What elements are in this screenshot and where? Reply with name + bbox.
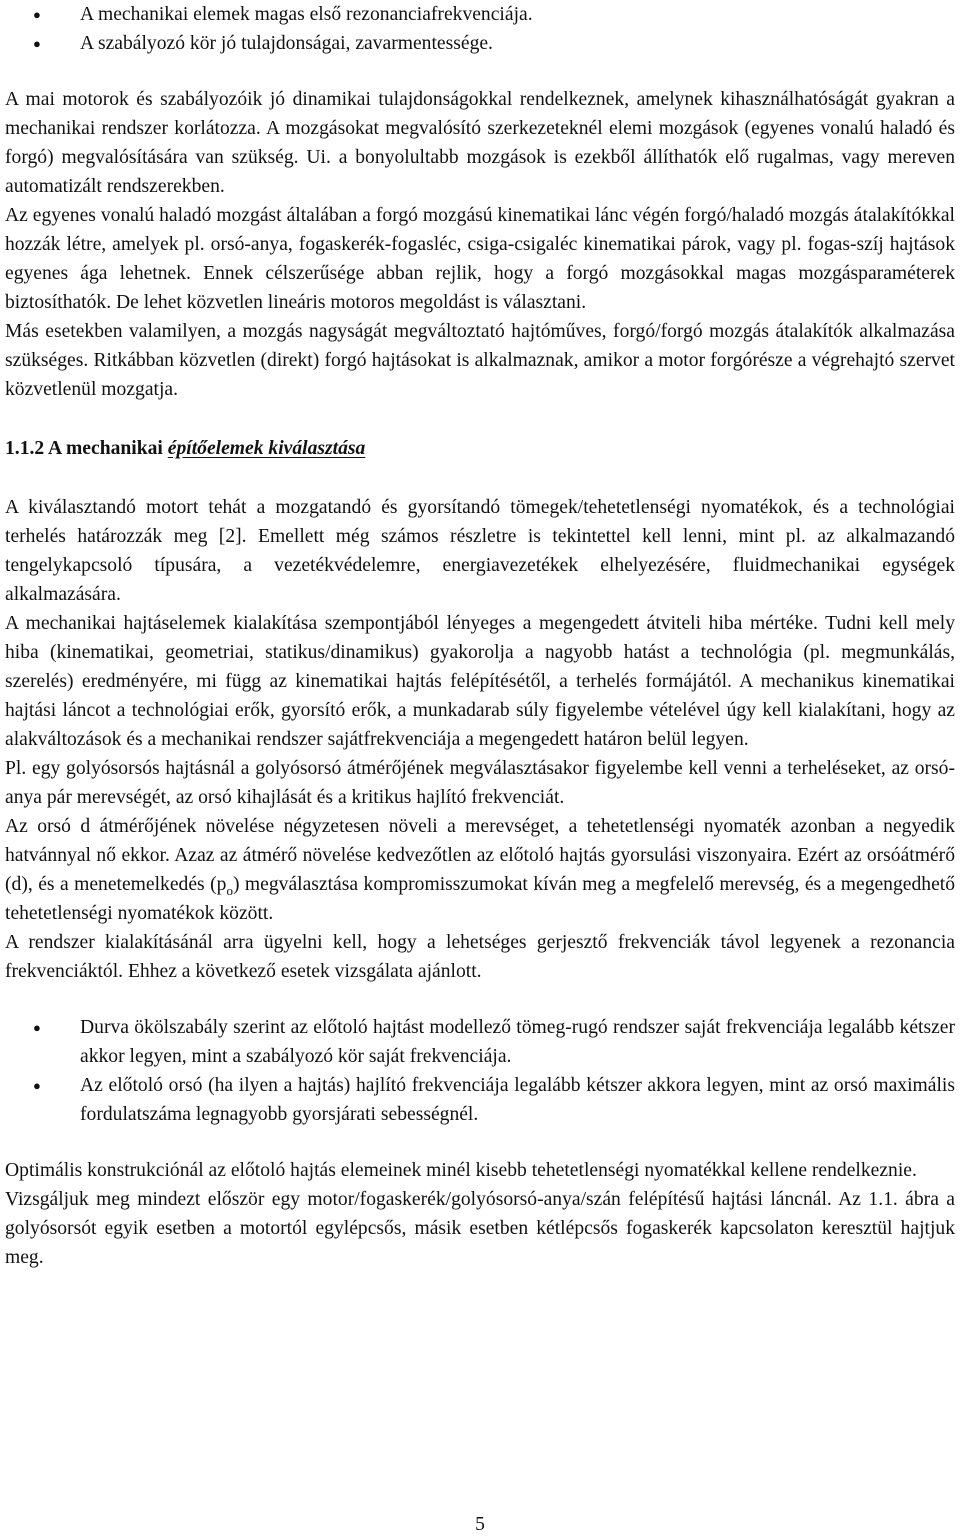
list-item: ● A szabályozó kör jó tulajdonságai, zavarmentessége. bbox=[5, 29, 955, 58]
page-number: 5 bbox=[475, 1514, 485, 1535]
section-title-emphasis: építőelemek kiválasztása bbox=[167, 438, 366, 459]
paragraph-drive-chain: Vizsgáljuk meg mindezt először egy motor/fogaskerék/golyósorsó-anya/szán felépítésű hajtási láncnál. Az 1.1. ábra a golyósorsót egyik esetben a motortól egylépcsős, másik esetben kétlépcsős fogaskerék kapcsolaton keresztül hajtjuk meg. bbox=[5, 1189, 955, 1268]
list-item: ● Az előtoló orsó (ha ilyen a hajtás) hajlító frekvenciája legalább kétszer akkora legyen, mint az orsó maximális fordulatszáma legnagyobb gyorsjárati sebességnél. bbox=[5, 1071, 955, 1129]
paragraph-ballscrew-example: Pl. egy golyósorsós hajtásnál a golyósorsó átmérőjének megválasztásakor figyelembe kell venni a terheléseket, az orsó-anya pár merevségét, az orsó kihajlását és a kritikus hajlító frekvenciát. bbox=[5, 758, 955, 808]
section-heading bbox=[5, 434, 955, 463]
section-title-plain: A mechanikai bbox=[48, 438, 163, 459]
list-item: ● Durva ökölszabály szerint az előtoló hajtást modellező tömeg-rugó rendszer saját frekvenciája legalább kétszer akkor legyen, mint a szabályozó kör saját frekvenciája. bbox=[5, 1013, 955, 1071]
document-page bbox=[5, 0, 955, 1272]
rule-bullet-list bbox=[5, 1013, 955, 1129]
subscript-o: o bbox=[226, 882, 233, 898]
list-item: ● A mechanikai elemek magas első rezonanciafrekvenciája. bbox=[5, 0, 955, 29]
paragraph-linear-motion: Az egyenes vonalú haladó mozgást általában a forgó mozgású kinematikai lánc végén forgó/haladó mozgás átalakítókkal hozzák létre, amelyek pl. orsó-anya, fogaskerék-fogasléc, csiga-csigaléc kinematikai párok, vagy pl. fogas-szíj hajtások egyenes ága lehetnek. Ennek célszerűsége abban rejlik, hogy a forgó mozgásokkal magas mozgásparaméterek biztosíthatók. De lehet közvetlen lineáris motoros megoldást is választani. bbox=[5, 205, 955, 313]
paragraph-motors-intro: A mai motorok és szabályozóik jó dinamikai tulajdonságokkal rendelkeznek, amelynek kihasználhatóságát gyakran a mechanikai rendszer korlátozza. A mozgásokat megvalósító szerkezeteknél elemi mozgások (egyenes vonalú haladó és forgó) megvalósítására van szükség. Ui. a bonyolultabb mozgások is ezekből állíthatók elő rugalmas, vagy mereven automatizált rendszerekben. bbox=[5, 89, 955, 197]
paragraph-other-cases: Más esetekben valamilyen, a mozgás nagyságát megváltoztató hajtóműves, forgó/forgó mozgás átalakítók alkalmazása szükséges. Ritkábban közvetlen (direkt) forgó hajtásokat is alkalmaznak, amikor a motor forgórésze a végrehajtó szervet közvetlenül mozgatja. bbox=[5, 321, 955, 400]
paragraph-optimal-design: Optimális konstrukciónál az előtoló hajtás elemeinek minél kisebb tehetetlenségi nyomatékkal kellene rendelkeznie. bbox=[5, 1160, 917, 1181]
paragraph-resonance: A rendszer kialakításánál arra ügyelni kell, hogy a lehetséges gerjesztő frekvenciák távol legyenek a rezonancia frekvenciáktól. Ehhez a következő esetek vizsgálata ajánlott. bbox=[5, 932, 955, 982]
paragraph-screw-diameter: Az orsó d átmérőjének növelése négyzetesen növeli a merevséget, a tehetetlenségi nyomaték azonban a negyedik hatvánnyal nő ekkor. Azaz az átmérő növelése kedvezőtlen az előtoló hajtás gyorsulási viszonyaira. Ezért az orsóátmérő (d), és a menetemelkedés $(p_o)$ megválasztása kompromisszumokat kíván meg a megfelelő merevség, és a megengedhető tehetetlenségi nyomatékok között. bbox=[5, 816, 956, 924]
paragraph-transmission-error: A mechanikai hajtáselemek kialakítása szempontjából lényeges a megengedett átviteli hiba mértéke. Tudni kell mely hiba (kinematikai, geometriai, statikus/dinamikus) gyakorolja a nagyobb hatást a technológia (pl. megmunkálás, szerelés) eredményére, mi függ az kinematikai hajtás felépítésétől, a terhelés formájától. A mechanikus kinematikai hajtási láncot a technológiai erők, gyorsító erők, a munkadarab súly figyelembe vételével úgy kell kialakítani, hogy az alakváltozások és a mechanikai rendszer sajátfrekvenciája a megengedett határon belül legyen. bbox=[5, 613, 955, 750]
paragraph-motor-selection: A kiválasztandó motort tehát a mozgatandó és gyorsítandó tömegek/tehetetlenségi nyomatékok, és a technológiai terhelés határozzák meg [2]. Emellett még számos részletre is tekintettel kell lenni, mint pl. az alkalmazandó tengelykapcsoló típusára, a vezetékvédelemre, energiavezetékek elhelyezésére, fluidmechanikai egységek alkalmazására. bbox=[5, 497, 955, 605]
top-bullet-list bbox=[5, 0, 955, 58]
section-number: 1.1.2 bbox=[5, 438, 45, 459]
